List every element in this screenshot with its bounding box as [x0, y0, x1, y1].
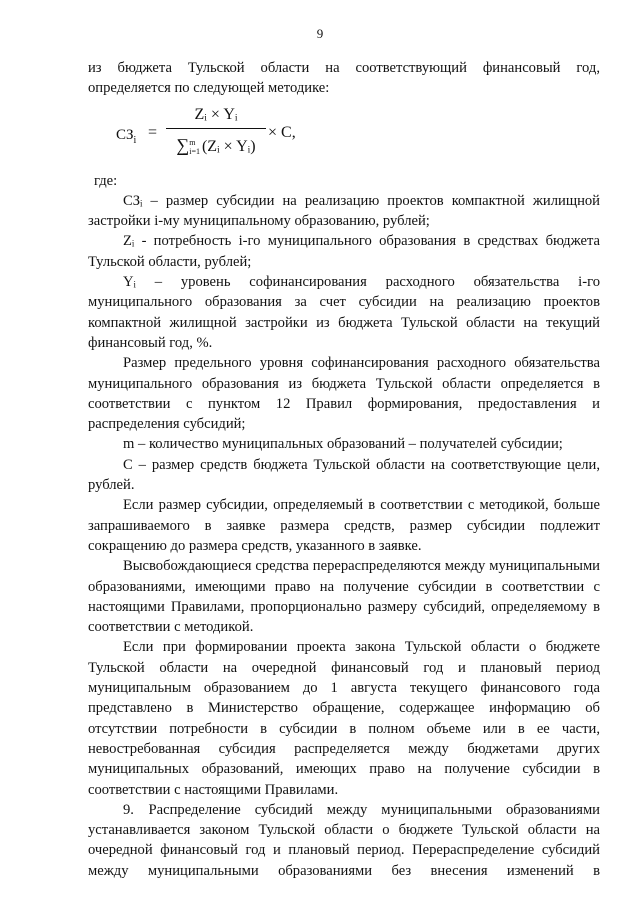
paragraph-cofinancing-level: Размер предельного уровня софинансирования расходного обязательства муниципального образования из бюджета Тульской области определяется в соответствии с пунктом 12 Правил формирования, предоставления и распределения субсидий;	[88, 355, 600, 433]
formula-rhs: × С,	[268, 123, 296, 141]
definition-m: m – количество муниципальных образований – получателей субсидии;	[123, 436, 563, 453]
formula-lhs: $СЗ_i$	[116, 126, 137, 146]
definition-z: Zᵢ - потребность i-го муниципального образования в средствах бюджета Тульской области, рублей;	[88, 233, 600, 270]
paragraph-intro-line1: из бюджета Тульской области на соответствующий финансовый год,	[88, 60, 600, 76]
paragraph-item-9: 9. Распределение субсидий между муниципальными образованиями устанавливается законом Тульской области о бюджете Тульской области на очередной финансовый год и плановый период. Перераспределение субсидий между муниципальными образованиями без внесения изменений в	[88, 801, 600, 879]
formula-numerator: Zᵢ × Yᵢ	[194, 105, 238, 123]
formula-fraction	[166, 103, 266, 159]
page-number: 9	[316, 26, 324, 41]
paragraph-redistribution: Высвобождающиеся средства перераспределяются между муниципальными образованиями, имеющими право на получение субсидии в соответствии с настоящими Правилами, пропорционально размеру субсидий, определяемому в соответствии с методикой.	[88, 558, 600, 636]
sum-limits: m i=1	[189, 137, 200, 156]
sum-symbol: ∑	[176, 134, 190, 155]
definition-cz: СЗᵢ – размер субсидии на реализацию проектов компактной жилищной застройки i-му муниципальному образованию, рублей;	[88, 192, 600, 230]
formula-equals: =	[148, 123, 158, 141]
paragraph-unclaimed-subsidy: Если при формировании проекта закона Тульской области о бюджете Тульской области на очередной финансовый год и плановый период муниципальным образованием до 1 августа текущего финансового года представлено в Министерство обращение, содержащее информацию об отсутствии потребности в субсидии в полном объеме или в ее части, невостребованная субсидия распределяется между бюджетами других муниципальных образований, имеющих право на получение субсидии в соответствии с настоящими Правилами.	[88, 639, 600, 798]
paragraph-reduction: Если размер субсидии, определяемый в соответствии с методикой, больше запрашиваемого в заявке размера средств, размер субсидии подлежит сокращению до размера средств, указанного в заявке.	[88, 497, 600, 554]
document-body	[88, 58, 600, 881]
paragraph-where: где:	[94, 172, 118, 189]
paragraph-intro-line2: определяется по следующей методике:	[88, 80, 330, 97]
fraction-bar	[166, 128, 266, 129]
definition-y: Yᵢ – уровень софинансирования расходного обязательства i-го муниципального образования за счет субсидии на реализацию проектов компактной жилищной застройки из бюджета Тульской области на текущий финансовый год, %.	[88, 274, 600, 351]
formula-denominator: ∑m i=1 (Zᵢ × Yᵢ)	[176, 134, 256, 156]
subsidy-formula	[88, 101, 600, 167]
definition-c: С – размер средств бюджета Тульской области на соответствующие цели, рублей.	[88, 456, 600, 494]
